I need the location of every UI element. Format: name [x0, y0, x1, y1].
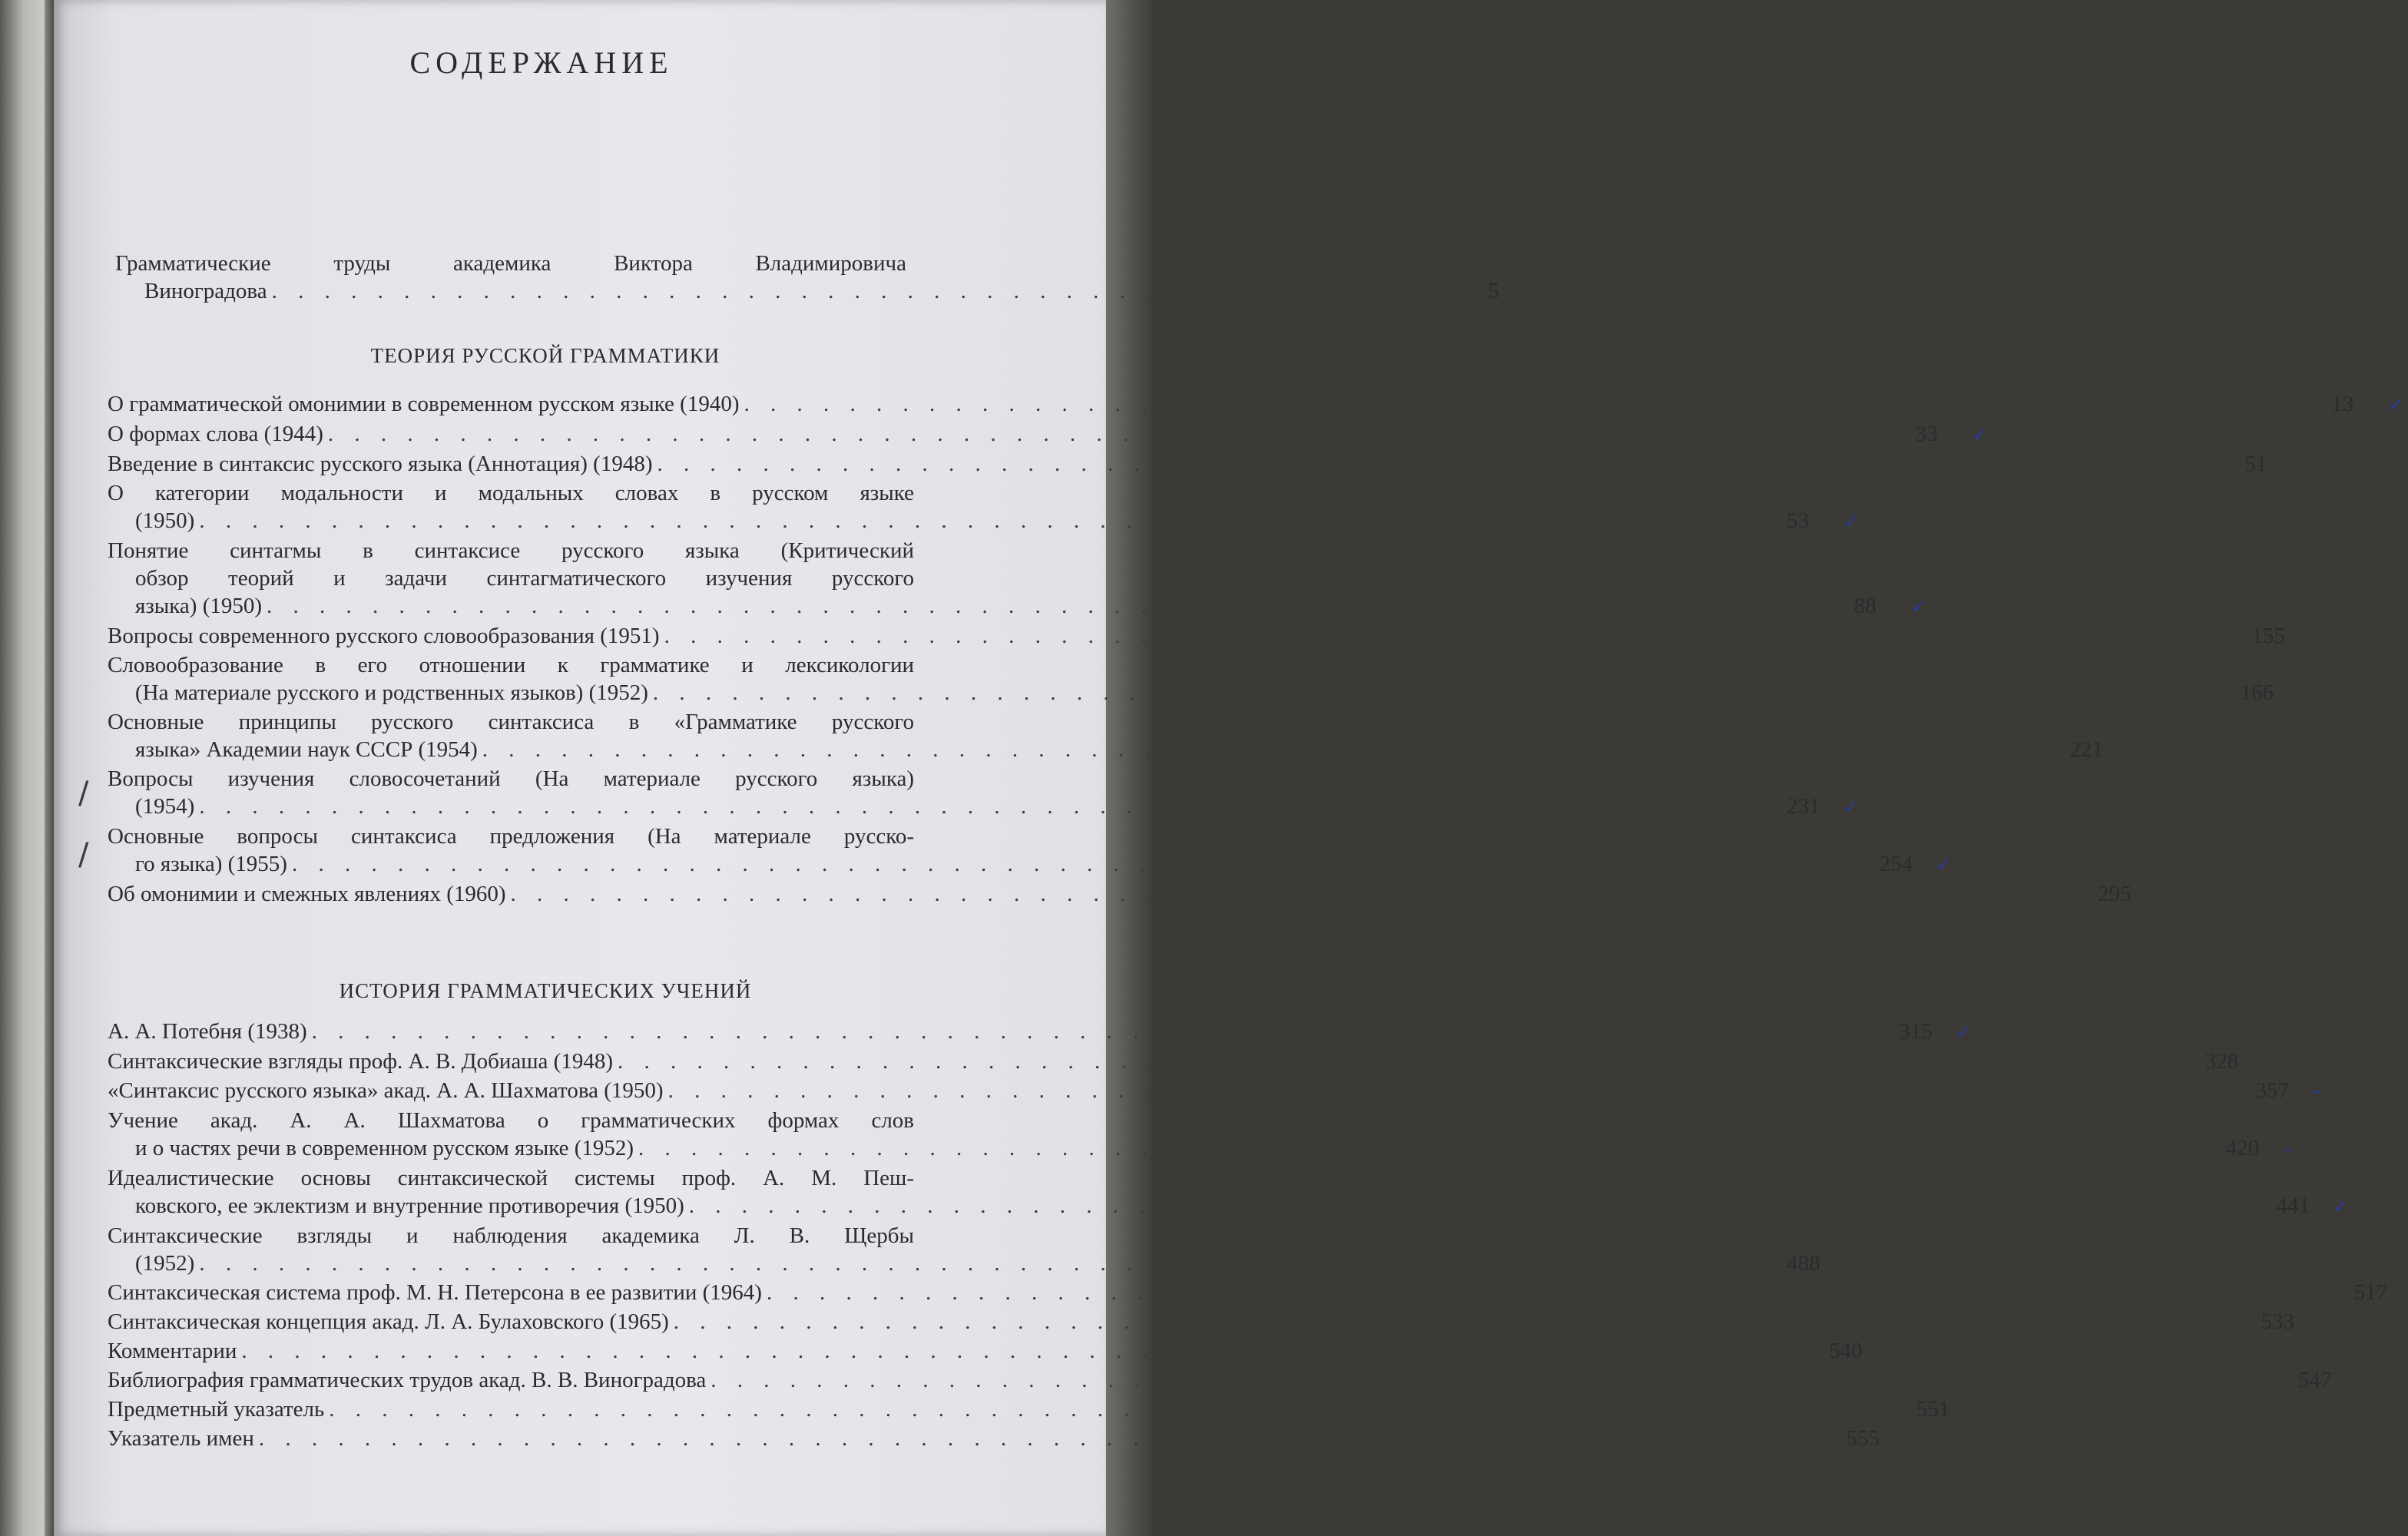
intro-word: Виктора — [614, 251, 693, 276]
leader-dots: . . . . . . . . . . . . . . . . . . . . . . . . . . . . . . . . . . . . . . . . . . . . . . . . . . . . . . . . . . . . — [267, 594, 1843, 618]
leader-dots: . . . . . . . . . . . . . . . . . . . . . . . . . . . . . . . . . . . . . . . . . . . . . . . . . . . . . . . . . . . . — [766, 1280, 2343, 1305]
page-number: 33 — [1915, 422, 1938, 446]
page-number: 155 — [2251, 624, 2285, 648]
entry-final-line — [108, 1048, 2239, 1075]
page-number: 295 — [2098, 882, 2131, 906]
entry-title-line: Синтаксическая система проф. М. Н. Петерсона в ее развитии (1964) — [108, 1280, 762, 1305]
entry-title-line: А. А. Потебня (1938) — [108, 1019, 307, 1044]
toc-entry — [108, 479, 1860, 535]
leader-dots: . . . . . . . . . . . . . . . . . . . . . . . . . . . . . . . . . . . . . . . . . . . . . . . . . . . . . . . . . . . . — [199, 1251, 1777, 1276]
toc-entry — [108, 1164, 2349, 1220]
entry-title-line: Учение акад. А. А. Шахматова о грамматических формах слов — [108, 1108, 914, 1133]
entry-title-line: Предметный указатель — [108, 1397, 325, 1422]
entry-final-line — [108, 880, 2131, 908]
intro-word: академика — [453, 251, 551, 276]
entry-title-line: Идеалистические основы синтаксической системы проф. А. М. Пеш- — [108, 1166, 914, 1190]
page-number: 166 — [2240, 680, 2274, 705]
page-number: 13 — [2331, 392, 2354, 416]
toc-list-theory — [108, 390, 2404, 909]
entry-final-line — [108, 592, 1926, 621]
entry-final-line — [108, 507, 1860, 535]
toc-entry — [108, 1337, 1863, 1365]
leader-dots: . . . . . . . . . . . . . . . . . . . . . . . . . . . . . . . . . . . . . . . . . . . . . . . . . . . . . . . . . . . . — [652, 680, 2230, 705]
entry-title-line: О категории модальности и модальных словах в русском языке — [108, 481, 914, 505]
leader-dots: . . . . . . . . . . . . . . . . . . . . . . . . . . . . . . . . . . . . . . . . . . . . . . . . . . . . . . . . . . . . — [657, 452, 2234, 476]
leader-dots: . . . . . . . . . . . . . . . . . . . . . . . . . . . . . . . . . . . . . . . . . . . . . . — [271, 279, 1478, 303]
leader-dots: . . . . . . . . . . . . . . . . . . . . . . . . . . . . . . . . . . . . . . . . . . . . . . . . . . . . . . . . . . . . — [329, 1397, 1906, 1422]
toc-list-history — [108, 1018, 2388, 1454]
handwritten-check-mark: ✓ — [1843, 796, 1860, 818]
entry-final-line — [108, 1134, 2292, 1163]
page-number: 221 — [2069, 737, 2104, 762]
entry-title-line: О формах слова (1944) — [108, 422, 323, 446]
entry-title-line: Введение в синтаксис русского языка (Аннотация) (1948) — [108, 452, 653, 476]
leader-dots: . . . . . . . . . . . . . . . . . . . . . . . . . . . . . . . . . . . . . . . . . . . . . . . . . . . . . . . . . . . . — [638, 1136, 2215, 1160]
entry-final-line — [108, 1308, 2295, 1336]
toc-entry — [108, 390, 2404, 419]
entry-title-line: Вопросы изучения словосочетаний (На материале русского языка) — [108, 766, 914, 791]
toc-entry — [108, 1366, 2332, 1394]
handwritten-check-mark: – — [2282, 1138, 2292, 1160]
entry-title-line: «Синтаксис русского языка» акад. А. А. Шахматова (1950) — [108, 1078, 664, 1103]
toc-entry — [108, 651, 2274, 707]
leader-dots: . . . . . . . . . . . . . . . . . . . . . . . . . . . . . . . . . . . . . . . . . . . . . . . . . . . . . . . . . . . . — [510, 882, 2088, 906]
entry-final-line — [108, 420, 1988, 449]
handwritten-check-mark: ✓ — [1956, 1021, 1972, 1043]
page-number: 551 — [1916, 1397, 1950, 1422]
entry-final-line — [108, 622, 2285, 650]
intro-word: труды — [333, 251, 391, 276]
page-number: 517 — [2353, 1280, 2388, 1305]
toc-entry — [108, 537, 1926, 621]
entry-title-line: го языка) (1955) — [135, 852, 287, 876]
entry-title-line: языка» Академии наук СССР (1954) — [135, 737, 478, 762]
entry-title-line: обзор теорий и задачи синтагматического изучения русского — [135, 566, 914, 591]
page-number: 420 — [2225, 1136, 2260, 1160]
toc-entry — [108, 450, 2267, 478]
page-number: 555 — [1846, 1426, 1880, 1451]
page-number: 51 — [2244, 452, 2267, 476]
leader-dots: . . . . . . . . . . . . . . . . . . . . . . . . . . . . . . . . . . . . . . . . . . . . . . . . . . . . . . . . . . . . — [258, 1426, 1836, 1451]
entry-title-line: Словообразование в его отношении к грамматике и лексикологии — [108, 653, 914, 677]
entry-final-line — [108, 736, 2104, 763]
leader-dots: . . . . . . . . . . . . . . . . . . . . . . . . . . . . . . . . . . . . . . . . . . . . . . . . . . . . . . . . . . . . — [482, 737, 2059, 762]
intro-word: Грамматические — [115, 251, 271, 276]
entry-title-line: Синтаксическая концепция акад. Л. А. Булаховского (1965) — [108, 1309, 669, 1334]
page-number: 441 — [2276, 1193, 2310, 1218]
toc-entry — [108, 1222, 1820, 1277]
toc-entry — [108, 823, 1952, 879]
entry-title-line: (1954) — [135, 794, 195, 819]
entry-title-line: Комментарии — [108, 1339, 237, 1363]
entry-title-line: Об омонимии и смежных явлениях (1960) — [108, 882, 506, 906]
toc-entry — [108, 1279, 2388, 1306]
entry-title-line: Понятие синтагмы в синтаксисе русского языка (Критический — [108, 538, 914, 563]
entry-final-line — [108, 1018, 1972, 1046]
toc-entry — [108, 1395, 1950, 1423]
toc-entry — [108, 622, 2285, 650]
previous-page-edge — [0, 0, 60, 1536]
entry-final-line — [108, 1279, 2388, 1306]
intro-entry — [115, 250, 1499, 305]
book-spine — [45, 0, 54, 1536]
toc-entry — [108, 1107, 2292, 1163]
leader-dots: . . . . . . . . . . . . . . . . . . . . . . . . . . . . . . . . . . . . . . . . . . . . . . . . . . . . . . . . . . . . — [311, 1019, 1889, 1044]
handwritten-check-mark: ✓ — [2333, 1196, 2349, 1217]
leader-dots: . . . . . . . . . . . . . . . . . . . . . . . . . . . . . . . . . . . . . . . . . . . . . . . . . . . . . . . . . . . . — [291, 852, 1869, 876]
page-number: 254 — [1879, 852, 1913, 876]
leader-dots: . . . . . . . . . . . . . . . . . . . . . . . . . . . . . . . . . . . . . . . . . . . . . . . . . . . . . . . . . . . . — [710, 1368, 2288, 1392]
toc-entry — [108, 1077, 2322, 1105]
entry-final-line — [108, 1366, 2332, 1394]
page-number: 540 — [1829, 1339, 1863, 1363]
page-number: 488 — [1787, 1251, 1820, 1276]
entry-title-line: (1950) — [135, 508, 195, 533]
toc-entry — [108, 1308, 2295, 1336]
page-number: 328 — [2204, 1049, 2239, 1074]
toc-entry — [108, 880, 2131, 908]
page-number: 53 — [1787, 508, 1810, 533]
intro-line-2 — [115, 277, 1499, 305]
handwritten-check-mark: – — [2312, 1081, 2322, 1102]
entry-title-line: (На материале русского и родственных языков) (1952) — [135, 680, 648, 705]
page-number: 5 — [1488, 279, 1499, 303]
entry-title-line: языка) (1950) — [135, 594, 263, 618]
toc-entry — [108, 420, 1988, 449]
entry-final-line — [108, 1425, 1880, 1452]
entry-final-line — [108, 1337, 1863, 1365]
intro-text: Виноградова — [144, 279, 267, 303]
leader-dots: . . . . . . . . . . . . . . . . . . . . . . . . . . . . . . . . . . . . . . . . . . . . . . . . . . . . . . . . . . . . — [667, 1078, 2245, 1103]
page-number: 533 — [2261, 1309, 2295, 1334]
pencil-check-mark: / — [78, 776, 89, 811]
entry-final-line — [108, 1395, 1950, 1423]
page-number: 88 — [1853, 594, 1876, 618]
entry-final-line — [108, 390, 2404, 419]
entry-title-line: Основные вопросы синтаксиса предложения (На материале русско- — [108, 824, 914, 849]
leader-dots: . . . . . . . . . . . . . . . . . . . . . . . . . . . . . . . . . . . . . . . . . . . . . . . . . . . . . . . . . . . . — [744, 392, 2321, 416]
handwritten-check-mark: ✓ — [1936, 854, 1952, 876]
intro-line-1 — [115, 250, 906, 277]
entry-final-line — [108, 1250, 1820, 1277]
section-heading-history: ИСТОРИЯ ГРАММАТИЧЕСКИХ УЧЕНИЙ — [339, 979, 752, 1002]
entry-title-line: (1952) — [135, 1251, 195, 1276]
entry-title-line: и о частях речи в современном русском языке (1952) — [135, 1136, 634, 1160]
toc-entry — [108, 765, 1860, 821]
toc-entry — [108, 1018, 1972, 1046]
leader-dots: . . . . . . . . . . . . . . . . . . . . . . . . . . . . . . . . . . . . . . . . . . . . . . . . . . . . . . . . . . . . — [688, 1193, 2266, 1218]
entry-title-line: Основные принципы русского синтаксиса в «Грамматике русского — [108, 710, 914, 734]
entry-final-line — [108, 1077, 2322, 1105]
toc-entry — [108, 1048, 2239, 1075]
entry-final-line — [108, 850, 1952, 879]
page-title: СОДЕРЖАНИЕ — [409, 45, 674, 80]
entry-title-line: ковского, ее эклектизм и внутренние противоречия (1950) — [135, 1193, 684, 1218]
leader-dots: . . . . . . . . . . . . . . . . . . . . . . . . . . . . . . . . . . . . . . . . . . . . . . . . . . . . . . . . . . . . — [664, 624, 2241, 648]
entry-final-line — [108, 679, 2274, 707]
intro-word: Владимировича — [755, 251, 906, 276]
toc-entry — [108, 1425, 1880, 1452]
entry-final-line — [108, 450, 2267, 478]
page-number: 357 — [2255, 1078, 2289, 1103]
entry-title-line: Синтаксические взгляды и наблюдения академика Л. В. Щербы — [108, 1223, 914, 1248]
leader-dots: . . . . . . . . . . . . . . . . . . . . . . . . . . . . . . . . . . . . . . . . . . . . . . . . . . . . . . . . . . . . — [199, 508, 1777, 533]
leader-dots: . . . . . . . . . . . . . . . . . . . . . . . . . . . . . . . . . . . . . . . . . . . . . . . . . . . . . . . . . . . . — [327, 422, 1905, 446]
entry-title-line: Вопросы современного русского словообразования (1951) — [108, 624, 660, 648]
entry-title-line: О грамматической омонимии в современном русском языке (1940) — [108, 392, 740, 416]
entry-final-line — [108, 1192, 2349, 1220]
handwritten-check-mark: ✓ — [2388, 394, 2404, 415]
entry-title-line: Указатель имен — [108, 1426, 254, 1451]
page-number: 547 — [2298, 1368, 2332, 1392]
toc-entry — [108, 708, 2104, 763]
handwritten-check-mark: ✓ — [1843, 511, 1860, 532]
section-heading-theory: ТЕОРИЯ РУССКОЙ ГРАММАТИКИ — [370, 344, 720, 367]
handwritten-check-mark: ✓ — [1972, 424, 1988, 445]
pencil-check-mark: / — [78, 837, 89, 872]
leader-dots: . . . . . . . . . . . . . . . . . . . . . . . . . . . . . . . . . . . . . . . . . . . . . . . . . . . . . . . . . . . . — [617, 1049, 2194, 1074]
page-number: 231 — [1787, 794, 1820, 819]
page-number: 315 — [1899, 1019, 1933, 1044]
entry-title-line: Библиография грамматических трудов акад. В. В. Виноградова — [108, 1368, 707, 1392]
handwritten-check-mark: ✓ — [1910, 596, 1926, 617]
leader-dots: . . . . . . . . . . . . . . . . . . . . . . . . . . . . . . . . . . . . . . . . . . . . . . . . . . . . . . . . . . . . — [199, 794, 1777, 819]
entry-title-line: Синтаксические взгляды проф. А. В. Добиаша (1948) — [108, 1049, 613, 1074]
leader-dots: . . . . . . . . . . . . . . . . . . . . . . . . . . . . . . . . . . . . . . . . . . . . . . . . . . . . . . . . . . . . — [673, 1309, 2251, 1334]
entry-final-line — [108, 793, 1860, 821]
leader-dots: . . . . . . . . . . . . . . . . . . . . . . . . . . . . . . . . . . . . . . . . . . . . . . . . . . . . . . . . . . . . — [241, 1339, 1819, 1363]
